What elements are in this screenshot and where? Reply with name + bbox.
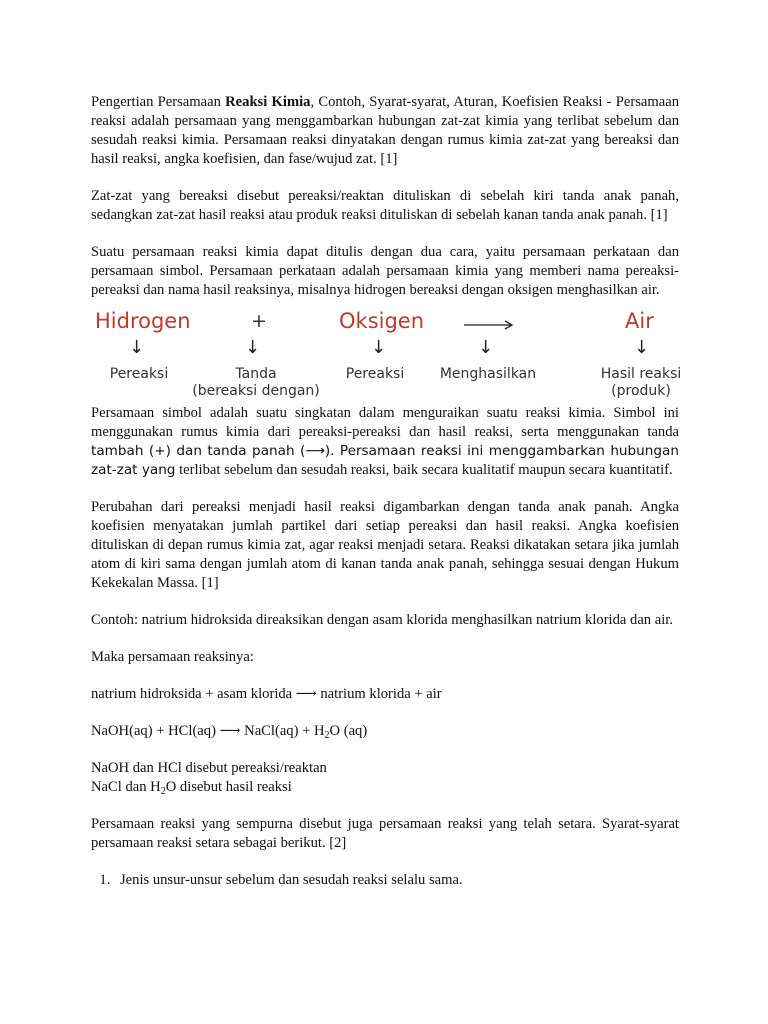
label-tanda-line2: (bereaksi dengan): [192, 383, 320, 399]
label-hasil-line2: (produk): [611, 383, 671, 399]
label-pereaksi-1: Pereaksi: [109, 366, 169, 382]
paragraph-two-ways: Suatu persamaan reaksi kimia dapat ditulis dengan dua cara, yaitu persamaan perkataan dan persamaan simbol. Persamaan perkataan adalah persamaan kimia yang memberi nama pereaksi-pereaksi dan nama hasil reaksinya, misalnya hidrogen bereaksi dengan oksigen menghasilkan air.: [91, 244, 679, 298]
paragraph-equation-intro: Maka persamaan reaksinya:: [91, 649, 254, 665]
word-equation-diagram: [91, 309, 682, 404]
long-right-arrow-icon: [463, 319, 515, 331]
symbol-text-b: tambah (+) dan tanda panah (⟶). Persamaan reaksi ini menggambarkan hubungan zat-zat yang: [91, 443, 679, 478]
paragraph-reactants-products: [91, 759, 679, 797]
list-item: 1. Jenis unsur-unsur sebelum dan sesudah reaksi selalu sama.: [114, 871, 679, 890]
label-hasil-reaksi: [591, 366, 691, 400]
paragraph-intro: [91, 93, 679, 169]
label-hasil-line1: Hasil reaksi: [600, 366, 682, 382]
paragraph-example: Contoh: natrium hidroksida direaksikan dengan asam klorida menghasilkan natrium klorida dan air.: [91, 612, 673, 628]
paragraph-symbol-equation: [91, 404, 679, 480]
down-arrow-icon: ↓: [478, 337, 494, 358]
paragraph-coefficients: Perubahan dari pereaksi menjadi hasil reaksi digambarkan dengan tanda anak panah. Angka koefisien menyatakan jumlah partikel dari setiap pereaksi dan hasil reaksi. Angka koefisien dituliskan di depan rumus kimia zat, agar reaksi menjadi setara. Reaksi dikatakan setara jika jumlah atom di kiri sama dengan jumlah atom di kanan tanda anak panah, sehingga sesuai dengan Hukum Kekekalan Massa. [1]: [91, 499, 679, 591]
down-arrow-icon: ↓: [129, 337, 145, 358]
term-air: Air: [625, 309, 654, 333]
label-tanda: [185, 366, 327, 400]
term-plus: +: [251, 310, 267, 332]
term-oksigen: Oksigen: [339, 309, 425, 333]
reactants-line: NaOH dan HCl disebut pereaksi/reaktan: [91, 760, 327, 776]
symbol-equation-subscript: 2: [324, 730, 330, 741]
word-equation: natrium hidroksida + asam klorida ⟶ natrium klorida + air: [91, 686, 442, 702]
term-hidrogen: Hidrogen: [95, 309, 191, 333]
requirements-list: [91, 871, 679, 890]
intro-prefix: Pengertian Persamaan: [91, 94, 226, 110]
label-menghasilkan: Menghasilkan: [439, 366, 537, 382]
products-line-b: O disebut hasil reaksi: [165, 779, 292, 795]
intro-rest: , Contoh, Syarat-syarat, Aturan, Koefisien Reaksi - Persamaan reaksi adalah persamaan yang menggambarkan hubungan zat-zat kimia yang terlibat sebelum dan sesudah reaksi kimia. Persamaan reaksi dinyatakan dengan rumus kimia zat-zat yang bereaksi dan hasil reaksi, angka koefisien, dan fase/wujud zat. [1]: [91, 94, 679, 167]
symbol-equation-b: O (aq): [329, 723, 368, 739]
down-arrow-icon: ↓: [245, 337, 261, 358]
products-line-subscript: 2: [160, 786, 166, 797]
down-arrow-icon: ↓: [371, 337, 387, 358]
symbol-equation: [91, 722, 679, 741]
intro-bold-term: Reaksi Kimia: [225, 94, 311, 110]
document-body: [91, 93, 682, 890]
products-line-a: NaCl dan H: [91, 779, 161, 795]
symbol-equation-a: NaOH(aq) + HCl(aq) ⟶ NaCl(aq) + H: [91, 723, 325, 739]
down-arrow-icon: ↓: [634, 337, 650, 358]
label-pereaksi-2: Pereaksi: [345, 366, 405, 382]
symbol-text-c: terlibat sebelum dan sesudah reaksi, baik secara kualitatif maupun secara kuantitatif.: [175, 462, 673, 478]
symbol-text-a: Persamaan simbol adalah suatu singkatan dalam menguraikan suatu reaksi kimia. Simbol ini menggunakan rumus kimia dari pereaksi-pereaksi dan hasil reaksi, serta menggunakan tanda: [91, 405, 679, 440]
paragraph-balanced: Persamaan reaksi yang sempurna disebut juga persamaan reaksi yang telah setara. Syarat-syarat persamaan reaksi setara sebagai berikut. [2]: [91, 816, 679, 851]
paragraph-reactants: Zat-zat yang bereaksi disebut pereaksi/reaktan dituliskan di sebelah kiri tanda anak panah, sedangkan zat-zat hasil reaksi atau produk reaksi dituliskan di sebelah kanan tanda anak panah. [1]: [91, 188, 679, 223]
label-tanda-line1: Tanda: [235, 366, 277, 382]
